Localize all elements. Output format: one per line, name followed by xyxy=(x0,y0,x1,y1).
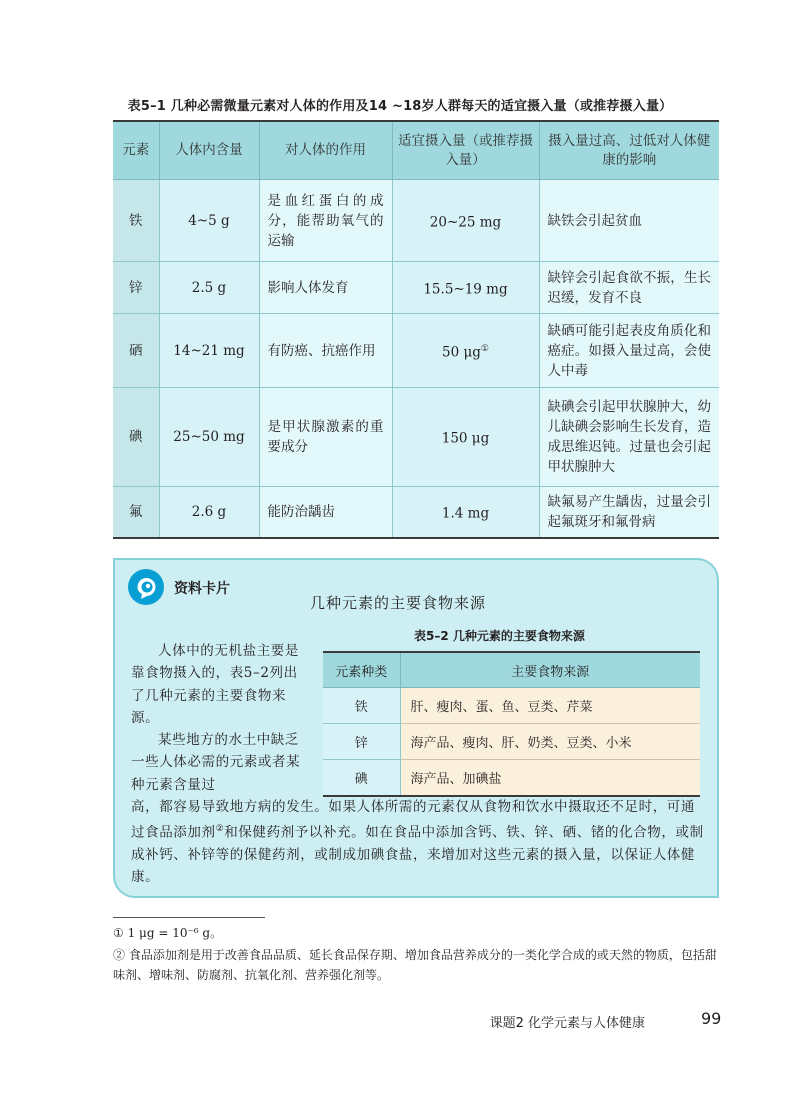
table1-header-cell: 摄入量过高、过低对人体健康的影响 xyxy=(539,121,719,180)
content-cell: 14~21 mg xyxy=(159,314,259,388)
footnote-text: 1 μg = 10⁻⁶ g。 xyxy=(127,926,223,940)
running-footer: 课题2 化学元素与人体健康 xyxy=(489,1016,645,1031)
intake-cell xyxy=(392,314,539,388)
footnote-1 xyxy=(113,923,723,943)
role-cell: 有防癌、抗癌作用 xyxy=(259,314,392,388)
info-speech-icon xyxy=(127,568,165,606)
card-text-left xyxy=(131,640,311,796)
table1-header-row xyxy=(113,121,719,180)
effect-cell: 缺碘会引起甲状腺肿大，幼儿缺碘会影响生长发育，造成思维迟钝。过量也会引起甲状腺肿大 xyxy=(539,388,719,487)
role-cell: 是甲状腺激素的重要成分 xyxy=(259,388,392,487)
element-cell: 锌 xyxy=(323,724,400,760)
content-cell: 4~5 g xyxy=(159,180,259,262)
intake-value: 15.5~19 mg xyxy=(423,281,508,298)
card-text-full xyxy=(131,796,706,889)
element-cell: 碘 xyxy=(113,388,159,487)
table2-header-cell: 主要食物来源 xyxy=(400,652,700,688)
table2-header-row xyxy=(323,652,700,688)
intake-value: 1.4 mg xyxy=(441,505,490,522)
intake-value: 20~25 mg xyxy=(429,214,502,231)
footnote-rule xyxy=(113,917,265,918)
intake-value: 50 μg xyxy=(442,344,481,361)
footnote-mark: ① xyxy=(480,343,489,354)
role-cell: 能防治龋齿 xyxy=(259,487,392,538)
sources-cell: 海产品、瘦肉、肝、奶类、豆类、小米 xyxy=(400,724,700,760)
table-row xyxy=(323,760,700,797)
intake-cell xyxy=(392,487,539,538)
table-row xyxy=(113,262,719,314)
card-label: 资料卡片 xyxy=(174,581,230,597)
footnote-2 xyxy=(113,945,723,985)
table-row xyxy=(323,688,700,724)
card-title: 几种元素的主要食物来源 xyxy=(310,594,487,612)
table-row xyxy=(113,487,719,538)
effect-cell: 缺硒可能引起表皮角质化和癌症。如摄入量过高，会使人中毒 xyxy=(539,314,719,388)
intake-value: 150 μg xyxy=(441,430,490,447)
element-cell: 铁 xyxy=(323,688,400,724)
element-cell: 铁 xyxy=(113,180,159,262)
intake-cell xyxy=(392,180,539,262)
sources-cell: 海产品、加碘盐 xyxy=(400,760,700,797)
sources-cell: 肝、瘦肉、蛋、鱼、豆类、芹菜 xyxy=(400,688,700,724)
role-cell: 影响人体发育 xyxy=(259,262,392,314)
page-number: 99 xyxy=(701,1009,722,1028)
table-row xyxy=(113,314,719,388)
footnote-mark: ② xyxy=(113,948,126,962)
footnote-text: 食品添加剂是用于改善食品品质、延长食品保存期、增加食品营养成分的一类化学合成的或天然的物质，包括甜味剂、增味剂、防腐剂、抗氧化剂、营养强化剂等。 xyxy=(113,948,717,982)
effect-cell: 缺氟易产生龋齿，过量会引起氟斑牙和氟骨病 xyxy=(539,487,719,538)
table1-header-cell: 元素 xyxy=(113,121,159,180)
table-row xyxy=(113,388,719,487)
table-row xyxy=(113,180,719,262)
paragraph: 人体中的无机盐主要是靠食物摄入的，表5–2列出了几种元素的主要食物来源。 xyxy=(131,643,299,726)
effect-cell: 缺锌会引起食欲不振，生长迟缓，发育不良 xyxy=(539,262,719,314)
intake-cell xyxy=(392,388,539,487)
content-cell: 2.5 g xyxy=(159,262,259,314)
paragraph-text: 和保健药剂予以补充。如在食品中添加含钙、铁、锌、硒、锗的化合物，或制成补钙、补锌等的保健药剂，或制成加碘食盐，来增加对这些元素的摄入量，以保证人体健康。 xyxy=(131,824,704,886)
element-cell: 锌 xyxy=(113,262,159,314)
paragraph-text: 高，都容易导致地方病的发生。如果人体所需的元素仅从食物和饮水中摄取还不足时，可通过食品添加剂 xyxy=(131,799,695,841)
table1-header-cell: 对人体的作用 xyxy=(259,121,392,180)
table1-caption: 表5–1 几种必需微量元素对人体的作用及14 ~18岁人群每天的适宜摄入量（或推荐摄入量） xyxy=(127,99,673,114)
element-cell: 硒 xyxy=(113,314,159,388)
role-cell: 是血红蛋白的成分，能帮助氧气的运输 xyxy=(259,180,392,262)
content-cell: 2.6 g xyxy=(159,487,259,538)
table2-caption: 表5–2 几种元素的主要食物来源 xyxy=(414,629,585,643)
footnote-mark: ① xyxy=(113,926,124,940)
table2-header-cell: 元素种类 xyxy=(323,652,400,688)
content-cell: 25~50 mg xyxy=(159,388,259,487)
table1 xyxy=(113,120,719,539)
element-cell: 碘 xyxy=(323,760,400,797)
footnote-mark: ② xyxy=(215,824,225,835)
table-row xyxy=(323,724,700,760)
table1-header-cell: 适宜摄入量（或推荐摄入量） xyxy=(392,121,539,180)
paragraph: 某些地方的水土中缺乏一些人体必需的元素或者某种元素含量过 xyxy=(131,732,301,793)
effect-cell: 缺铁会引起贫血 xyxy=(539,180,719,262)
table1-header-cell: 人体内含量 xyxy=(159,121,259,180)
intake-cell xyxy=(392,262,539,314)
element-cell: 氟 xyxy=(113,487,159,538)
table2 xyxy=(323,651,700,797)
